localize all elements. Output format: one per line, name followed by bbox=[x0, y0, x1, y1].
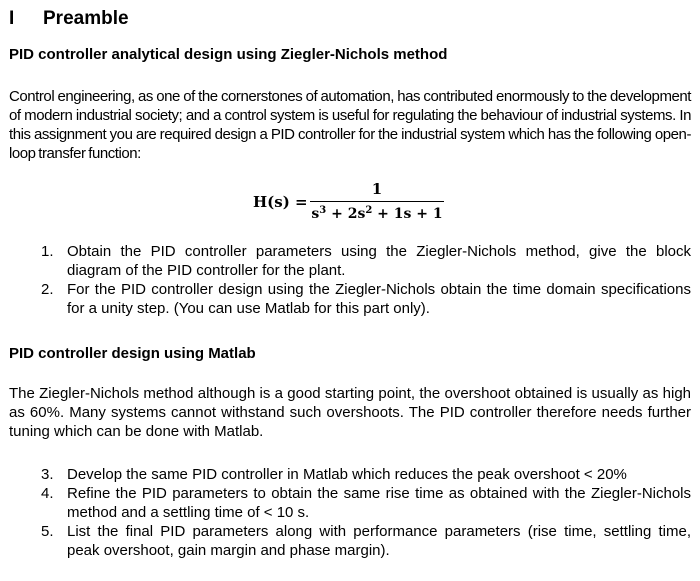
den-exp-3: 3 bbox=[319, 205, 327, 216]
equation-lhs: H(s) = bbox=[253, 193, 308, 211]
list-item-text: For the PID controller design using the Ziegler-Nichols obtain the time domain specifications for a unity step. (You can use Matlab for this part only). bbox=[67, 281, 691, 317]
fraction-bar bbox=[310, 201, 444, 202]
list-marker: 5. bbox=[41, 523, 54, 540]
list-item-text: List the final PID parameters along with performance parameters (rise time, settling time, peak overshoot, gain margin and phase margin). bbox=[67, 523, 691, 559]
list-item bbox=[41, 242, 691, 280]
den-term-2s: + 2s bbox=[326, 206, 366, 222]
matlab-paragraph: The Ziegler-Nichols method although is a good starting point, the overshoot obtained is usually as high as 60%. Many systems cannot withstand such overshoots. The PID controller therefore needs further tuning which can be done with Matlab. bbox=[9, 385, 691, 440]
section-title: Preamble bbox=[43, 8, 129, 29]
equation-numerator: 1 bbox=[371, 180, 383, 198]
equation-denominator bbox=[310, 205, 444, 224]
list-item bbox=[41, 484, 691, 522]
den-term-s: s bbox=[311, 206, 320, 222]
list-item-text: Obtain the PID controller parameters using the Ziegler-Nichols method, give the block diagram of the PID controller for the plant. bbox=[67, 243, 691, 279]
den-exp-2: 2 bbox=[365, 205, 373, 216]
list-marker: 2. bbox=[41, 281, 54, 298]
list-marker: 1. bbox=[41, 243, 54, 260]
task-list-2 bbox=[41, 465, 691, 560]
list-marker: 4. bbox=[41, 485, 54, 502]
subheading-matlab-design: PID controller design using Matlab bbox=[9, 345, 256, 362]
subheading-analytical-design: PID controller analytical design using Ziegler-Nichols method bbox=[9, 46, 448, 63]
list-item bbox=[41, 522, 691, 560]
list-item bbox=[41, 465, 691, 484]
task-list-1 bbox=[41, 242, 691, 318]
section-number: I bbox=[9, 8, 15, 29]
list-marker: 3. bbox=[41, 466, 54, 483]
list-item-text: Develop the same PID controller in Matlab which reduces the peak overshoot < 20% bbox=[67, 466, 627, 483]
list-item bbox=[41, 280, 691, 318]
list-item-text: Refine the PID parameters to obtain the same rise time as obtained with the Ziegler-Nichols method and a settling time of < 10 s. bbox=[67, 485, 691, 521]
den-term-rest: + 1s + 1 bbox=[372, 206, 443, 222]
intro-paragraph: Control engineering, as one of the cornerstones of automation, has contributed enormously to the development of modern industrial society; and a control system is useful for regulating the behaviour of industrial systems. In this assignment you are required design a PID controller for the industrial system which has the following open-loop transfer function: bbox=[9, 88, 691, 162]
equation-fraction bbox=[310, 180, 444, 224]
section-heading bbox=[9, 8, 129, 30]
